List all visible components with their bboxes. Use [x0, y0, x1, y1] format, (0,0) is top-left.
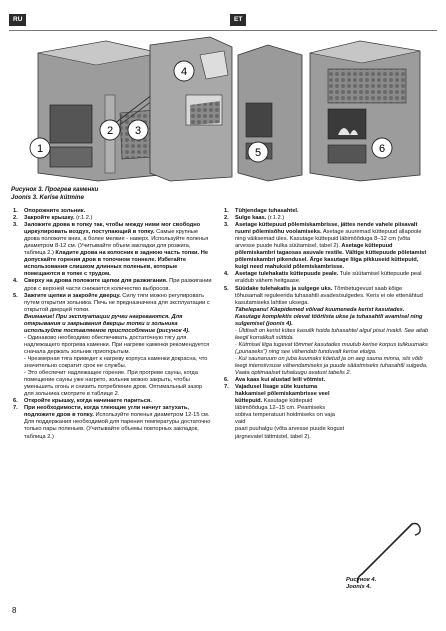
et-warning: Tähelepanu! Käepidemed võivad kuumeneda kerist kasutades. Kasutage komplektis olevat tööriista ukse ja tuhasahtli avamisel ning sulgemisel (joonis 4). [235, 306, 423, 327]
page-number: 8 [12, 606, 17, 615]
ru-note-3: - Это обеспечит надлежащее горение. При прогреве сауны, когда помещение сауны уже нагрето, зольник можно закрыть, чтобы уменьшить огонь и снизить потребление дров. Оптимальный зазор для зольника смотрите в таблице 2. [24, 370, 203, 398]
figure-4-caption-ru: Рисунок 4. [346, 577, 377, 583]
et-step-6: 6. Ava kaas kui alustad leili võtmist. [224, 377, 326, 384]
ru-step-2: 2. Закройте крышку. (г.1.2.) [13, 215, 93, 222]
callout-6: 6 [378, 143, 386, 155]
et-step-7: 7. Vajadusel lisage süte kustuma hakkamisel põlemiskambrisse veel küttepuid. Kasutage küttepuid läbimõõduga 12–15 cm. Peamiseks sobiva temperatuuri hoidmiseks on vaja vaid [224, 384, 335, 426]
et-note-2: · Kütmisel liiga tugevat tõmmet kasutades muutub kerise korpus tulikuumaks („punaseks") ning see vähendab tunduvalt kerise eluiga. [235, 341, 428, 355]
et-note-3: · Kui saunaruum on juba kuumaks köetud ja on aeg sauna minna, siis võib leegi intensiivsuse vähendamiseks ja puude säästmiseks tuhasahtli sulgeda. Vaata optimaalset tuhaluugu avatust tabelis 2. [235, 355, 428, 377]
callout-3: 3 [134, 125, 142, 137]
instructions-ru [13, 208, 213, 441]
callout-5: 5 [254, 147, 262, 159]
et-step-7-tail: paari puuhalgu (võta arvesse puude kogust järgnevatel tättmistel, tabel 2). [235, 426, 345, 440]
et-step-2: 2. Sulge kaas. (г.1.2.) [224, 215, 285, 222]
et-step-3: 3. Asetage küttepuud põlemiskambrisse, jättes nende vahele piisavalt ruumi põlemisõhu voolamiseks. Asetage suuremad küttepuud allapoole ning väiksemad üles. Kasutage küttepuid läbimõõduga 8–12 cm (võta arvesse puude hulka süütamisel, tabel 2). Asetage küttepuud põlemiskambri tagaosas asuvale restile. Vältige küttepuude põletamist põlemiskambri pikendusel. Ärge kasutage liiga pikkuseid küttepuid, kuigi need mahuksid põlemiskambrisse. [224, 222, 427, 271]
stove-right-drawing [238, 41, 420, 181]
header-rule [9, 30, 437, 31]
ru-step-7: 7. При необходимости, когда тлеющие угли начнут затухать, подложите дров в топку. Используйте поленья диаметром 12-15 см. [13, 405, 210, 419]
caption-et: Joonis 3. Kerise kütmine [11, 194, 84, 201]
ru-step-4: 4. Сверху на дрова положите щепки для разжигания. При разжигании дров с верхней части снижается количество выбросов. [13, 278, 212, 292]
ru-note-2: - Чрезмерная тяга приведет к нагреву корпуса каменки докрасна, что значительно сократит срок ее службы. [24, 355, 208, 370]
callout-4: 4 [180, 66, 188, 78]
instructions-et [224, 208, 430, 441]
figure-4-caption-et: Joonis 4. [346, 584, 372, 590]
et-step-5: 5. Süüdake tulehakatis ja sulgege uks. Tõmbetugevust saab kõige tõhusamalt reguleerida tuhasahtli avades/sulgedes. Keris ei ole ettenähtud kasutamiseks lahtise uksega. [224, 285, 423, 306]
et-step-1: 1. Tühjendage tuhasahtel. [224, 208, 299, 214]
ru-step-5: 5. Зажгите щепки и закройте дверцу. Силу тяги можно регулировать путем открытия зольника. Печь не предназначена для эксплуатации с открытой дверцей топки. [13, 292, 210, 313]
ru-step-6: 6. Откройте крышку, когда начинаете париться. [13, 398, 152, 405]
stove-illustration [10, 35, 436, 183]
ru-note-1: - Одинаково необходимо обеспечивать достаточную тягу для надлежащего прогрева каменки. При нагреве каменки рекомендуется сначала держать зольник приоткрытым. [24, 334, 210, 355]
ru-warning: Внимание! При эксплуатации ручки нагреваются. Для открывания и закрывания дверцы топки и зольника используйте поставляемое приспособление (рисунок 4). [24, 313, 190, 334]
callout-2: 2 [106, 125, 114, 137]
language-tab-et: ET [230, 14, 246, 26]
figure-3-caption [11, 186, 221, 202]
stove-middle-drawing [150, 37, 232, 181]
ru-step-1: 1. Опорожните зольник. [13, 208, 86, 214]
caption-ru: Рисунок 3. Прогрев каменки [11, 186, 99, 193]
figure-4-caption [346, 577, 376, 591]
et-step-4: 4. Asetage tulehakatis küttepuude peale. Tule süütamisel küttepuude peal eraldub vähem heitgaase. [224, 271, 422, 285]
callout-1: 1 [36, 143, 44, 155]
ru-step-7-tail: Для поддержания необходимой для парения температуры достаточно только пары поленьев. (Учитывайте объемы повторных закладок, таблица 2.) [24, 419, 211, 440]
et-note-1: · Üldiselt on kerist kütes kasulik hoida tuhasahtel algul pisut irvakil. See aitab leegil korralikult süttida. [235, 327, 429, 341]
language-tab-ru: RU [9, 14, 26, 26]
ru-step-3: 3. Заложите дрова в топку так, чтобы между ними мог свободно циркулировать воздух, поступающий в топку. Самые крупные дрова положите вниз, а более мелкие - наверх. Используйте поленья диаметром 8-12 см. (Учитывайте объем закладки для розжига, таблица 2.) Кладите дрова на колосник в заднюю часть топки. Не допускайте горения дров в топочном тоннеле. Избегайте использования слишком длинных поленьев, которые помещаются в топке с трудом. [13, 222, 209, 278]
